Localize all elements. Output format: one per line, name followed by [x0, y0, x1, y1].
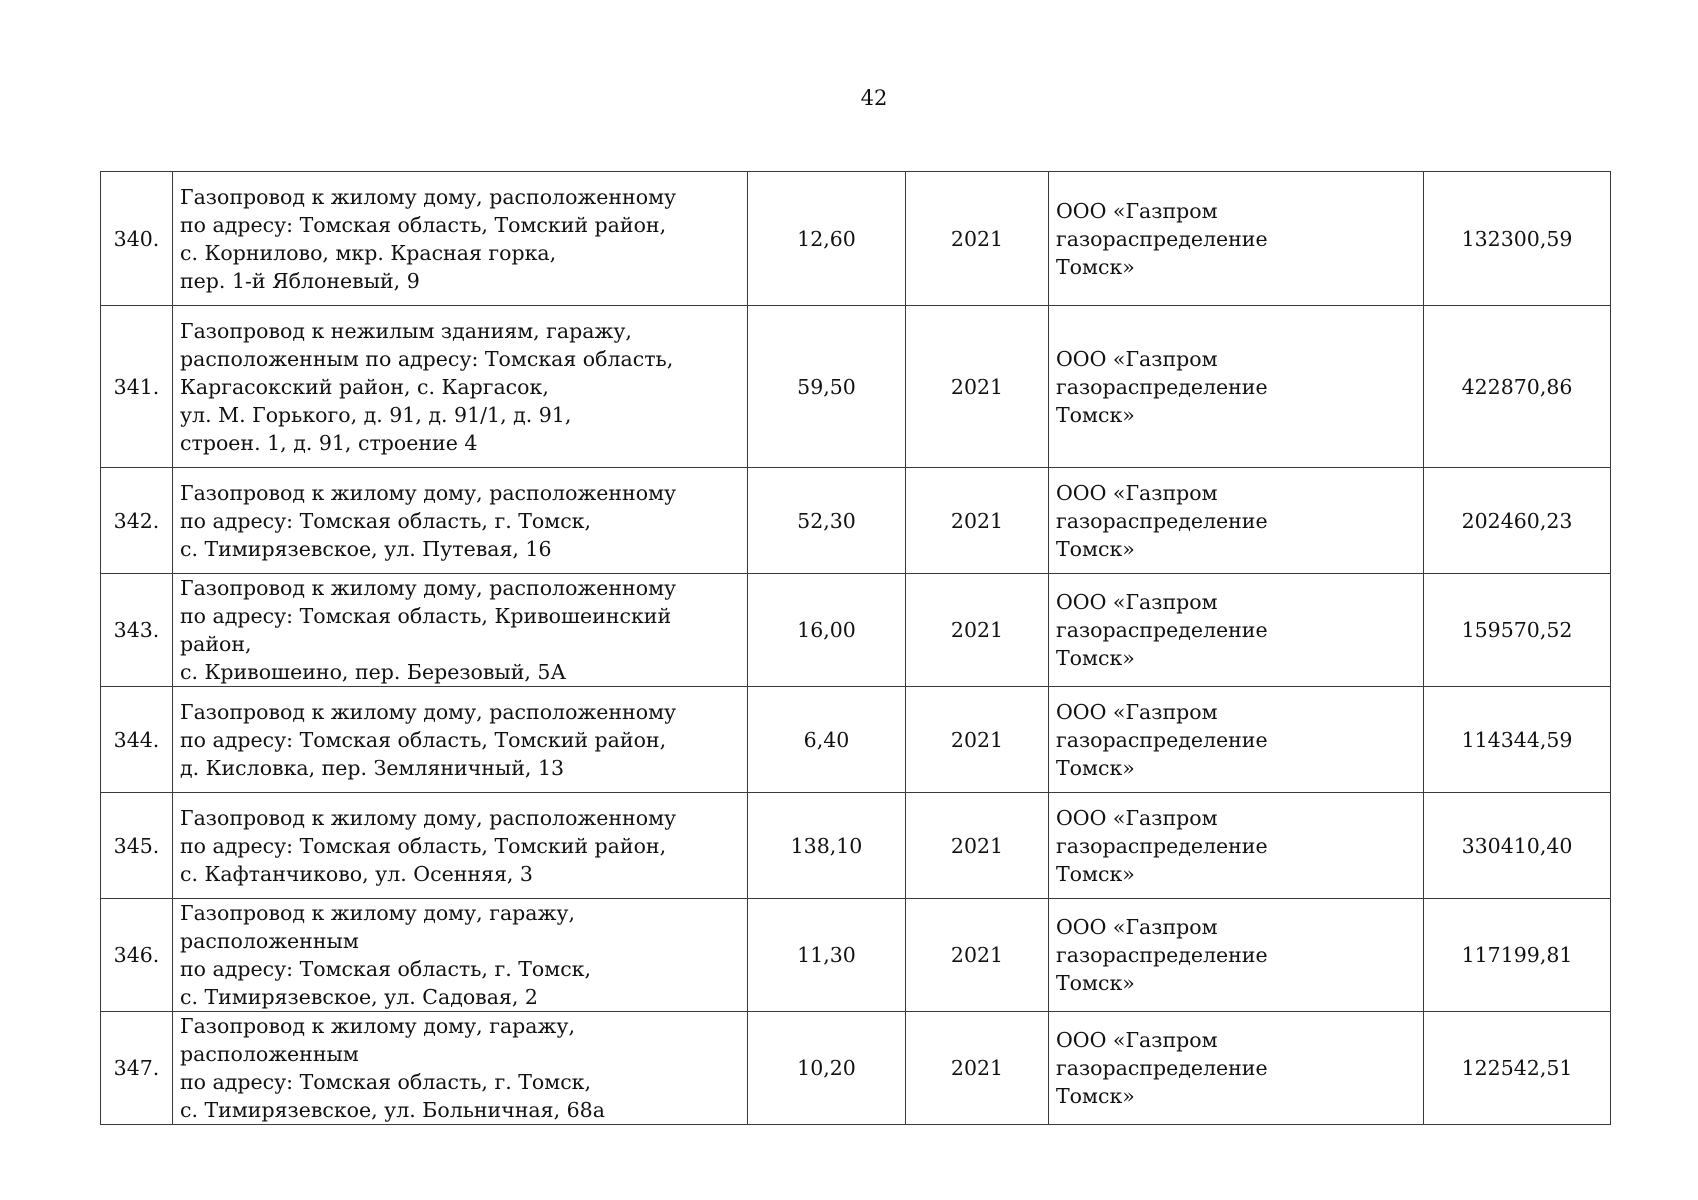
object-description: Газопровод к жилому дому, расположенному по адресу: Томская область, Томский район, с. Кафтанчиково, ул. Осенняя, 3	[173, 793, 748, 899]
object-description: Газопровод к жилому дому, расположенному по адресу: Томская область, Томский район, с. Корнилово, мкр. Красная горка, пер. 1-й Яблоневый, 9	[173, 172, 748, 306]
owner-organization: ООО «Газпром газораспределение Томск»	[1049, 1012, 1424, 1125]
owner-organization: ООО «Газпром газораспределение Томск»	[1049, 899, 1424, 1012]
page-number: 42	[860, 86, 888, 110]
commission-year: 2021	[906, 793, 1049, 899]
owner-organization: ООО «Газпром газораспределение Томск»	[1049, 468, 1424, 574]
row-number: 344.	[101, 687, 173, 793]
commission-year: 2021	[906, 1012, 1049, 1125]
owner-organization: ООО «Газпром газораспределение Томск»	[1049, 172, 1424, 306]
row-number: 342.	[101, 468, 173, 574]
registry-table	[100, 171, 1611, 1125]
pipeline-length: 138,10	[748, 793, 906, 899]
row-number: 340.	[101, 172, 173, 306]
table-row	[101, 1012, 1611, 1125]
owner-organization: ООО «Газпром газораспределение Томск»	[1049, 574, 1424, 687]
object-description: Газопровод к жилому дому, расположенному по адресу: Томская область, г. Томск, с. Тимирязевское, ул. Путевая, 16	[173, 468, 748, 574]
pipeline-length: 10,20	[748, 1012, 906, 1125]
row-number: 341.	[101, 306, 173, 468]
table-row	[101, 899, 1611, 1012]
row-number: 343.	[101, 574, 173, 687]
pipeline-length: 12,60	[748, 172, 906, 306]
commission-year: 2021	[906, 468, 1049, 574]
commission-year: 2021	[906, 899, 1049, 1012]
table-row	[101, 574, 1611, 687]
object-cost: 122542,51	[1424, 1012, 1611, 1125]
pipeline-length: 6,40	[748, 687, 906, 793]
object-cost: 114344,59	[1424, 687, 1611, 793]
row-number: 346.	[101, 899, 173, 1012]
object-description: Газопровод к жилому дому, гаражу, расположенным по адресу: Томская область, г. Томск, с. Тимирязевское, ул. Садовая, 2	[173, 899, 748, 1012]
table-row	[101, 687, 1611, 793]
commission-year: 2021	[906, 574, 1049, 687]
owner-organization: ООО «Газпром газораспределение Томск»	[1049, 793, 1424, 899]
object-description: Газопровод к жилому дому, гаражу, расположенным по адресу: Томская область, г. Томск, с. Тимирязевское, ул. Больничная, 68а	[173, 1012, 748, 1125]
object-cost: 330410,40	[1424, 793, 1611, 899]
commission-year: 2021	[906, 687, 1049, 793]
pipeline-length: 11,30	[748, 899, 906, 1012]
object-cost: 117199,81	[1424, 899, 1611, 1012]
object-description: Газопровод к жилому дому, расположенному по адресу: Томская область, Кривошеинский район, с. Кривошеино, пер. Березовый, 5А	[173, 574, 748, 687]
owner-organization: ООО «Газпром газораспределение Томск»	[1049, 306, 1424, 468]
commission-year: 2021	[906, 172, 1049, 306]
pipeline-length: 16,00	[748, 574, 906, 687]
owner-organization: ООО «Газпром газораспределение Томск»	[1049, 687, 1424, 793]
object-cost: 202460,23	[1424, 468, 1611, 574]
commission-year: 2021	[906, 306, 1049, 468]
object-cost: 159570,52	[1424, 574, 1611, 687]
pipeline-length: 59,50	[748, 306, 906, 468]
object-cost: 132300,59	[1424, 172, 1611, 306]
pipeline-length: 52,30	[748, 468, 906, 574]
table-row	[101, 468, 1611, 574]
table-row	[101, 793, 1611, 899]
table-row	[101, 172, 1611, 306]
object-description: Газопровод к нежилым зданиям, гаражу, расположенным по адресу: Томская область, Каргасокский район, с. Каргасок, ул. М. Горького, д. 91, д. 91/1, д. 91, строен. 1, д. 91, строение 4	[173, 306, 748, 468]
table-row	[101, 306, 1611, 468]
object-description: Газопровод к жилому дому, расположенному по адресу: Томская область, Томский район, д. Кисловка, пер. Земляничный, 13	[173, 687, 748, 793]
object-cost: 422870,86	[1424, 306, 1611, 468]
row-number: 347.	[101, 1012, 173, 1125]
row-number: 345.	[101, 793, 173, 899]
